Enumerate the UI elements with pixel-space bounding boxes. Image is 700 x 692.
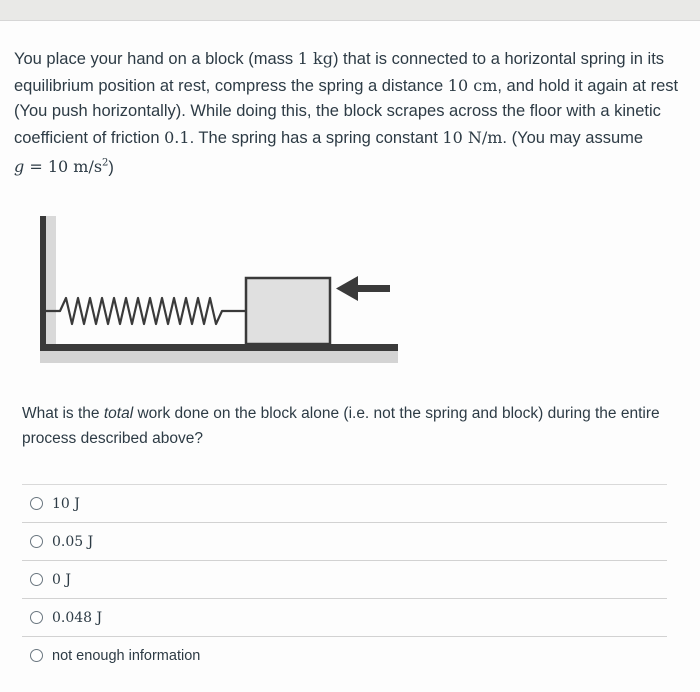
spring-constant-value: 10 N/m [442,127,503,147]
spring-block-diagram [36,216,406,376]
gravity-value: g = 10 $m/s^2$ [14,157,109,177]
option-label: 0.048 J [52,609,103,626]
question-card [0,20,700,692]
radio-button-icon[interactable] [30,497,43,510]
distance-value: 10 cm [447,75,498,95]
question-text: You place your hand on a block (mass 1 kg) that is connected to a horizontal spring in its equilibrium position at rest, compress the spring a distance 10 cm, and hold it again at rest (You push horizontally). While doing this, the block scrapes across the floor with a kinetic coefficient of friction 0.1. The spring has a spring constant 10 N/m. (You may assume g = 10 $m/s^2$) [14,49,679,177]
answer-options [22,484,667,674]
prompt-text: What is the total work done on the block alone (i.e. not the spring and block) during the entire process described above? [22,405,660,447]
left-arrow-icon [336,276,390,301]
option-4[interactable] [22,636,667,674]
option-2[interactable] [22,560,667,598]
option-label: 0.05 J [52,533,94,550]
radio-button-icon[interactable] [30,611,43,624]
wall-face [40,216,46,358]
floor [40,344,398,351]
option-label: not enough information [52,647,201,664]
floor-shadow [40,351,398,363]
option-1[interactable] [22,522,667,560]
option-0[interactable] [22,484,667,522]
radio-button-icon[interactable] [30,573,43,586]
radio-button-icon[interactable] [30,535,43,548]
option-3[interactable] [22,598,667,636]
option-label: 10 J [52,495,80,512]
mass-value: 1 kg [297,49,333,68]
option-label: 0 J [52,571,71,588]
friction-value: 0.1 [164,127,190,147]
block [246,278,330,344]
spring [46,298,246,324]
radio-button-icon[interactable] [30,649,43,662]
emphasis: total [103,405,134,422]
